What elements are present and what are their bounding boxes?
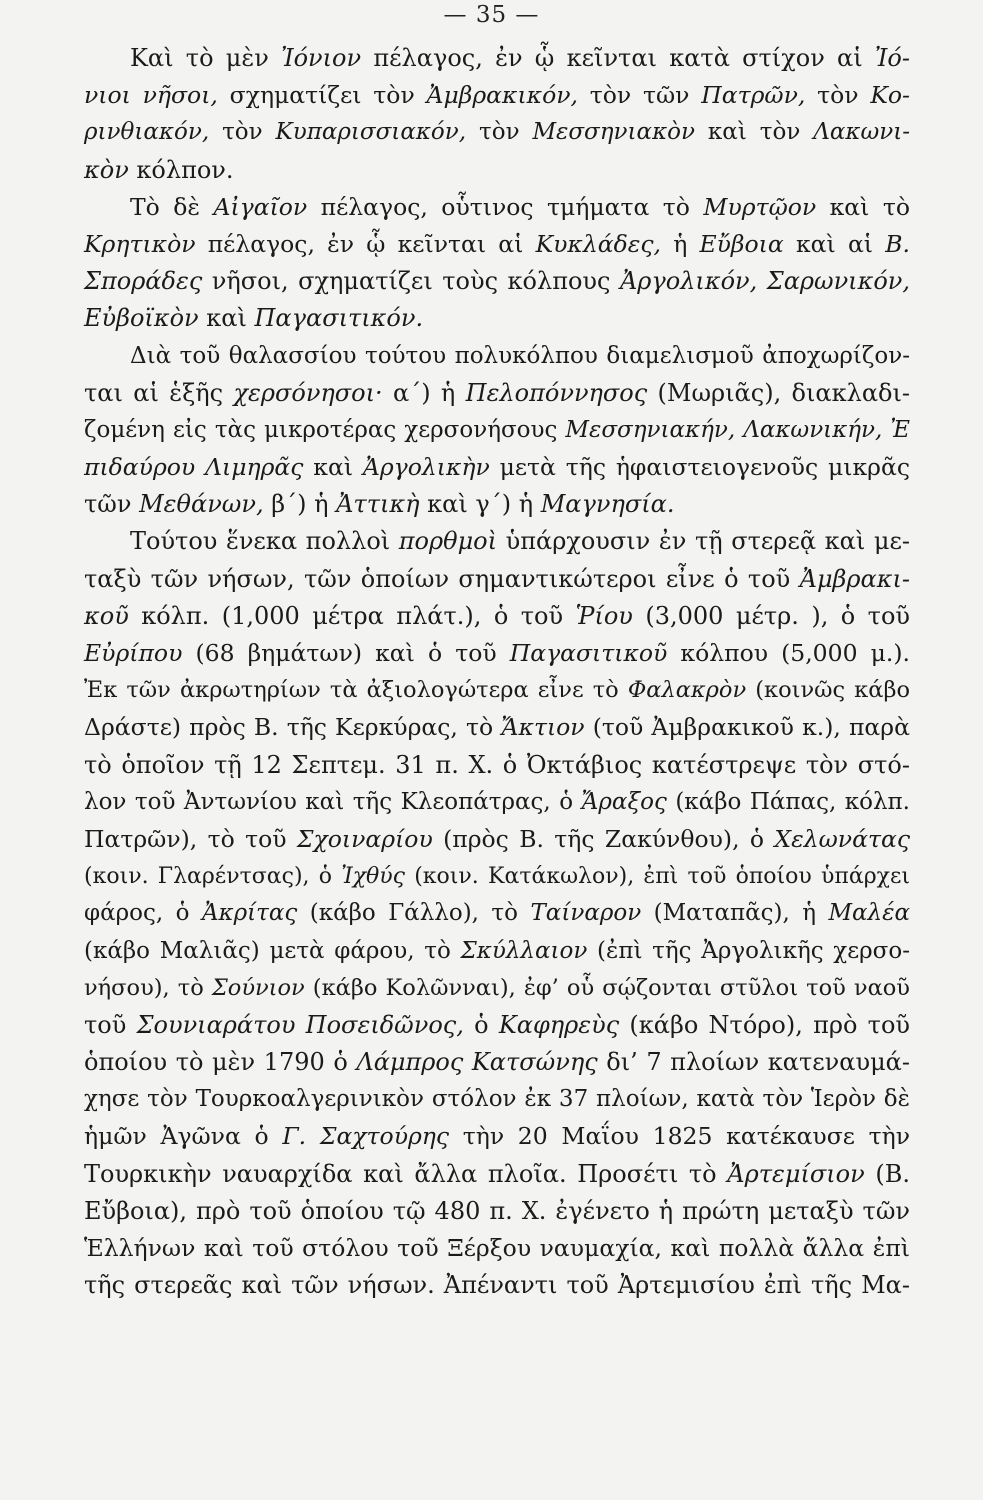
text-line [84, 1044, 910, 1081]
text-segment: καὶ τὸ [816, 192, 910, 221]
text-segment: Καὶ τὸ μὲν [130, 44, 282, 72]
text-segment: τὴν 20 Μαΐου 1825 κατέκαυσε τὴν [449, 1122, 910, 1151]
text-segment: καὶ γ΄) ἡ [419, 490, 541, 519]
italic-term: πορθμοὶ [398, 527, 498, 556]
italic-term: χερσόνησοι· [233, 378, 383, 407]
text-segment: τὸ ὁποῖον τῇ 12 Σεπτεμ. 31 π. Χ. ὁ Ὀκτάβιος κατέστρεψε τὸν στό- [84, 750, 910, 779]
text-line [84, 747, 910, 784]
text-segment: καὶ τὸν [695, 119, 814, 146]
text-segment: τὸν [805, 81, 871, 110]
text-segment: σχηματίζει τὸν [217, 81, 427, 110]
text-line [84, 300, 910, 337]
italic-term: πιδαύρου Λιμηρᾶς [84, 453, 304, 482]
italic-term: Εὐβοϊκὸν [84, 304, 199, 333]
italic-term: Ἄραξος [581, 788, 667, 815]
text-segment: ταξὺ τῶν νήσων, τῶν ὁποίων σημαντικώτεροι εἶνε ὁ τοῦ [84, 564, 800, 593]
text-line [84, 226, 910, 263]
text-segment: τὸν [466, 119, 533, 146]
text-segment: (κοιν. Γλαρέντσας), ὁ [84, 864, 342, 890]
text-segment: Εὔβοια), πρὸ τοῦ ὁποίου τῷ 480 π. Χ. ἐγένετο ἡ πρώτη μεταξὺ τῶν [84, 1196, 910, 1225]
text-segment: πέλαγος, ἐν ᾧ κεῖνται αἱ [195, 229, 536, 258]
italic-term: Μαλέα [828, 900, 910, 927]
italic-term: νιοι νῆσοι, [84, 81, 218, 110]
text-line [84, 412, 910, 449]
italic-term: Παγασιτικόν. [254, 304, 424, 333]
text-segment: ἡμῶν Ἀγῶνα ὁ [84, 1122, 283, 1151]
text-line [84, 635, 910, 672]
text-segment: τὸν [209, 119, 276, 146]
italic-term: Σουνιαράτου Ποσειδῶνος, [136, 1010, 464, 1039]
italic-term: Ἰόνιον [281, 44, 362, 72]
text-line [84, 1081, 910, 1118]
text-segment: καὶ [303, 453, 363, 482]
text-segment: κόλπου (5,000 μ.). [667, 639, 910, 667]
italic-term: Χελωνάτας [774, 824, 910, 853]
italic-term: Μυρτῷον [703, 192, 817, 221]
text-line [84, 486, 910, 523]
text-segment: (Ματαπᾶς), ἡ [641, 900, 829, 927]
text-line [84, 784, 910, 821]
text-line [84, 1156, 910, 1193]
italic-term: Ἀμβρακι- [799, 564, 910, 593]
italic-term: Κυκλάδες, [535, 229, 661, 258]
text-segment: (κάβο Γάλλο), τὸ [297, 900, 531, 927]
text-line [84, 1230, 910, 1267]
text-segment: τὸν τῶν [578, 81, 702, 110]
text-segment: (κοινῶς κάβο [746, 677, 910, 704]
italic-term: Ἀργολικὴν [362, 453, 490, 482]
text-segment: ται αἱ ἑξῆς [84, 378, 234, 407]
text-segment: (κάβο Ντόρο), πρὸ τοῦ [619, 1010, 910, 1039]
text-line [84, 263, 910, 300]
text-segment: (τοῦ Ἀμβρακικοῦ κ.), παρὰ [584, 713, 910, 742]
text-segment: Ἑλλήνων καὶ τοῦ στόλου τοῦ Ξέρξου ναυμαχία, καὶ πολλὰ ἄλλα ἐπὶ [84, 1234, 910, 1262]
text-segment: νήσου), τὸ [84, 974, 212, 1001]
text-line [84, 189, 910, 226]
text-line [84, 77, 910, 114]
text-line [84, 709, 910, 746]
italic-term: Ἰό- [874, 44, 910, 72]
text-line [84, 1267, 910, 1304]
text-line [84, 523, 910, 560]
text-segment: (ἐπὶ τῆς Ἀργολικῆς χερσο- [587, 937, 910, 964]
text-line [84, 40, 910, 77]
text-segment: Τὸ δὲ [130, 192, 214, 221]
text-segment: (3,000 μέτρ. ), ὁ τοῦ [632, 601, 910, 630]
text-segment: Τουρκικὴν ναυαρχίδα καὶ ἄλλα πλοῖα. Προσέτι τὸ [84, 1159, 728, 1188]
text-segment: Ἐκ τῶν ἀκρωτηρίων τὰ ἀξιολογώτερα εἶνε τὸ [84, 677, 628, 704]
text-line [84, 1118, 910, 1155]
text-line [84, 598, 910, 635]
text-segment: (κοιν. Κατάκωλον), ἐπὶ τοῦ ὁποίου ὑπάρχει [404, 864, 910, 890]
text-line [84, 1007, 910, 1044]
text-segment: ζομένη εἰς τὰς μικροτέρας χερσονήσους [84, 416, 566, 443]
italic-term: Κο- [870, 81, 910, 110]
italic-term: Εὐρίπου [84, 639, 183, 667]
text-segment: (Μωριᾶς), διακλαδι- [647, 378, 910, 407]
italic-term: Σούνιον [211, 974, 305, 1001]
italic-term: Εὔβοια [699, 229, 784, 258]
italic-term: Σχοιναρίου [296, 824, 433, 853]
italic-term: Ἀρτεμίσιον [727, 1159, 865, 1188]
italic-term: Γ. Σαχτούρης [282, 1122, 450, 1151]
italic-term: Πατρῶν, [701, 81, 806, 110]
text-segment: μετὰ τῆς ἡφαιστειογενοῦς μικρᾶς [489, 453, 910, 482]
text-line [84, 858, 910, 895]
italic-term: Ἀργολικόν, Σαρωνικόν, [619, 267, 910, 296]
text-line [84, 821, 910, 858]
text-line [84, 672, 910, 709]
italic-term: Ἀκρίτας [201, 900, 298, 927]
text-segment: (κάβο Πάπας, κόλπ. [666, 788, 910, 815]
page-number: — 35 — [443, 2, 540, 28]
text-segment: καὶ αἱ [783, 229, 886, 258]
text-segment: λον τοῦ Ἀντωνίου καὶ τῆς Κλεοπάτρας, ὁ [84, 788, 582, 815]
text-line [84, 1193, 910, 1230]
text-segment: δι’ 7 πλοίων κατεναυμά- [597, 1048, 910, 1077]
italic-term: Ἀμβρακικόν, [426, 81, 578, 110]
text-segment: πέλαγος, οὗτινος τμήματα τὸ [307, 192, 704, 221]
text-segment: Δράστε) πρὸς Β. τῆς Κερκύρας, τὸ [84, 713, 502, 742]
italic-term: Κρητικὸν [84, 229, 196, 258]
text-segment: τῆς στερεᾶς καὶ τῶν νήσων. Ἀπέναντι τοῦ Ἀρτεμισίου ἐπὶ τῆς Μα- [84, 1271, 910, 1300]
text-line [84, 561, 910, 598]
italic-term: Μεσσηνιακὸν [532, 119, 695, 146]
italic-term: Κυπαρισσιακόν, [275, 119, 467, 146]
text-segment: β΄) ἡ [263, 490, 337, 519]
text-segment: Πατρῶν), τὸ τοῦ [84, 824, 297, 853]
text-segment: ὁ [463, 1010, 499, 1039]
italic-term: Φαλακρὸν [627, 677, 747, 704]
text-segment: τοῦ [84, 1010, 137, 1039]
italic-term: κὸν [84, 155, 129, 184]
italic-term: Ταίναρον [530, 900, 642, 927]
italic-term: ρινθιακόν, [84, 119, 210, 146]
text-segment: ὑπάρχουσιν ἐν τῇ στερεᾷ καὶ με- [497, 527, 910, 556]
text-line [84, 895, 910, 932]
italic-term: Παγασιτικοῦ [509, 639, 668, 667]
text-segment: πέλαγος, ἐν ᾧ κεῖνται κατὰ στίχον αἱ [361, 44, 875, 72]
italic-term: κοῦ [84, 601, 129, 630]
text-segment: κόλπον. [128, 155, 234, 184]
text-segment: καὶ [198, 304, 255, 333]
text-segment: (πρὸς Β. τῆς Ζακύνθου), ὁ [432, 824, 775, 853]
text-line [84, 933, 910, 970]
italic-term: Λάμπρος Κατσώνης [356, 1048, 598, 1077]
text-segment: ὁποίου τὸ μὲν 1790 ὁ [84, 1048, 357, 1077]
text-segment: Διὰ τοῦ θαλασσίου τούτου πολυκόλπου διαμελισμοῦ ἀποχωρίζον- [130, 342, 910, 369]
text-segment: τῶν [84, 490, 140, 519]
text-segment: (68 βημάτων) καὶ ὁ τοῦ [182, 639, 510, 667]
body-text [84, 40, 910, 1304]
text-line [84, 449, 910, 486]
italic-term: Αἰγαῖον [213, 192, 308, 221]
text-segment: κόλπ. (1,000 μέτρα πλάτ.), ὁ τοῦ [128, 601, 576, 630]
text-line [84, 152, 910, 189]
italic-term: Σποράδες [84, 267, 203, 296]
italic-term: Β. [885, 229, 910, 258]
text-segment: νῆσοι, σχηματίζει τοὺς κόλπους [202, 267, 620, 296]
italic-term: Πελοπόννησος [465, 378, 648, 407]
text-segment: (Β. [864, 1159, 910, 1188]
text-line [84, 375, 910, 412]
italic-term: Λακωνι- [813, 119, 910, 146]
text-segment: χησε τὸν Τουρκοαλγερινικὸν στόλον ἐκ 37 πλοίων, κατὰ τὸν Ἱερὸν δὲ [84, 1086, 910, 1113]
italic-term: Καφηρεὺς [498, 1010, 620, 1039]
text-segment: α΄) ἡ [382, 378, 466, 407]
text-line [84, 114, 910, 151]
italic-term: Σκύλλαιον [460, 937, 588, 964]
italic-term: Ἰχθύς [341, 864, 405, 890]
text-segment: ἡ [660, 229, 700, 258]
text-line [84, 338, 910, 375]
italic-term: Μαγνησία. [540, 490, 675, 519]
italic-term: Ῥίου [575, 601, 633, 630]
text-segment: Τούτου ἕνεκα πολλοὶ [130, 527, 399, 556]
text-line [84, 970, 910, 1007]
text-segment: (κάβο Μαλιᾶς) μετὰ φάρου, τὸ [84, 937, 461, 964]
italic-term: Μεσσηνιακήν, Λακωνικήν, Ἐ [565, 416, 910, 443]
italic-term: Ἄκτιον [501, 713, 585, 742]
italic-term: Μεθάνων, [139, 490, 264, 519]
text-segment: (κάβο Κολῶνναι), ἐφ’ οὗ σῴζονται στῦλοι τοῦ ναοῦ [304, 974, 910, 1001]
text-segment: φάρος, ὁ [84, 900, 202, 927]
italic-term: Ἀττικὴ [336, 490, 420, 519]
